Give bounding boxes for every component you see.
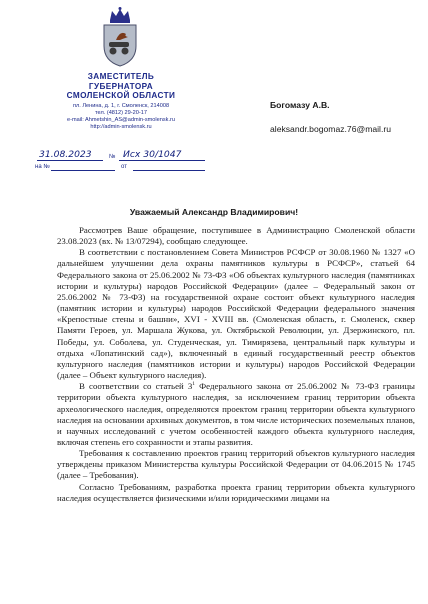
organization-title	[40, 72, 202, 101]
org-website: http://admin-smolensk.ru	[90, 124, 152, 130]
paragraph-3-rest: Федерального закона от 25.06.2002 № 73-ФЗ границы территории объекта культурного наследия, за исключением границ территории объекта археологического наследия, определяются проектом границ территории объекта культурного наследия на основании архивных документов, в том числе исторических поземельных планов, и научных исследований с учетом особенностей каждого объекта культурного наследия, включая степень его сохранности и этапы развития.	[57, 381, 415, 447]
paragraph-3	[57, 381, 415, 448]
org-email: e-mail: Ahmetshin_AS@admin-smolensk.ru	[67, 117, 175, 123]
reg-number-label: №	[109, 154, 116, 160]
org-line-2: ГУБЕРНАТОРА	[88, 81, 154, 91]
org-address: пл. Ленина, д. 1, г. Смоленск, 214008	[72, 103, 170, 109]
paragraph-4: Требования к составлению проектов границ территорий объектов культурного наследия утверждены приказом Министерства культуры Российской Федерации от 04.06.2015 № 1745 (далее – Требования).	[57, 448, 415, 481]
ref-number-label: на №	[35, 164, 50, 170]
org-line-3: СМОЛЕНСКОЙ ОБЛАСТИ	[66, 91, 176, 101]
reg-date: 31.08.2023	[39, 149, 92, 160]
paragraph-3-start: В соответствии со статьей 3	[79, 381, 193, 392]
addressee-email: aleksandr.bogomaz.76@mail.ru	[270, 124, 391, 134]
paragraph-2: В соответствии с постановлением Совета Министров РСФСР от 30.08.1960 № 1327 «О дальнейшем улучшении дела охраны памятников культуры в РСФСР», статьей 64 Федерального закона от 25.06.2002 № 73-ФЗ «Об объектах культурного наследия (памятниках истории и культуры) народов Российской Федерации» (далее – Федеральный закон от 25.06.2002 № 73-ФЗ) на государственной охране состоит объект культурного наследия (памятник истории и культуры) народов Российской Федерации федерального значения «Крепостные стены и башни», XVI - XVIII вв. (Смоленская область, г. Смоленск, сквер Памяти Героев, ул. Маршала Жукова, ул. Октябрьской Революции, ул. Дзержинского, пл. Победы, ул. Соболева, ул. Студенческая, ул. Тимирязева, центральный парк культуры и отдыха «Лопатинский сад»), включенный в единый государственный реестр объектов культурного наследия (памятников истории и культуры) народов Российской Федерации (далее – Объект культурного наследия).	[57, 247, 415, 381]
salutation: Уважаемый Александр Владимирович!	[129, 207, 299, 217]
organization-contacts	[40, 103, 202, 131]
smolensk-coat-of-arms-icon	[100, 6, 140, 68]
paragraph-5: Согласно Требованиям, разработка проекта границ территории объекта культурного наследия осуществляется физическими и/или юридическими лицами на	[57, 481, 415, 503]
addressee-name: Богомазу А.В.	[270, 100, 330, 110]
addressee-block	[270, 100, 420, 134]
reg-number: Исх 30/1047	[123, 149, 182, 160]
org-line-1: ЗАМЕСТИТЕЛЬ	[87, 72, 155, 81]
letter-body	[57, 225, 415, 504]
ref-date-label: от	[121, 164, 127, 170]
registration-block	[33, 150, 211, 172]
paragraph-1: Рассмотрев Ваше обращение, поступившее в Администрацию Смоленской области 23.08.2023 (вх. № 13/07294), сообщаю следующее.	[57, 225, 415, 247]
article-superscript: 1	[192, 381, 196, 388]
org-phone: тел. (4812) 29-20-17	[95, 110, 147, 116]
